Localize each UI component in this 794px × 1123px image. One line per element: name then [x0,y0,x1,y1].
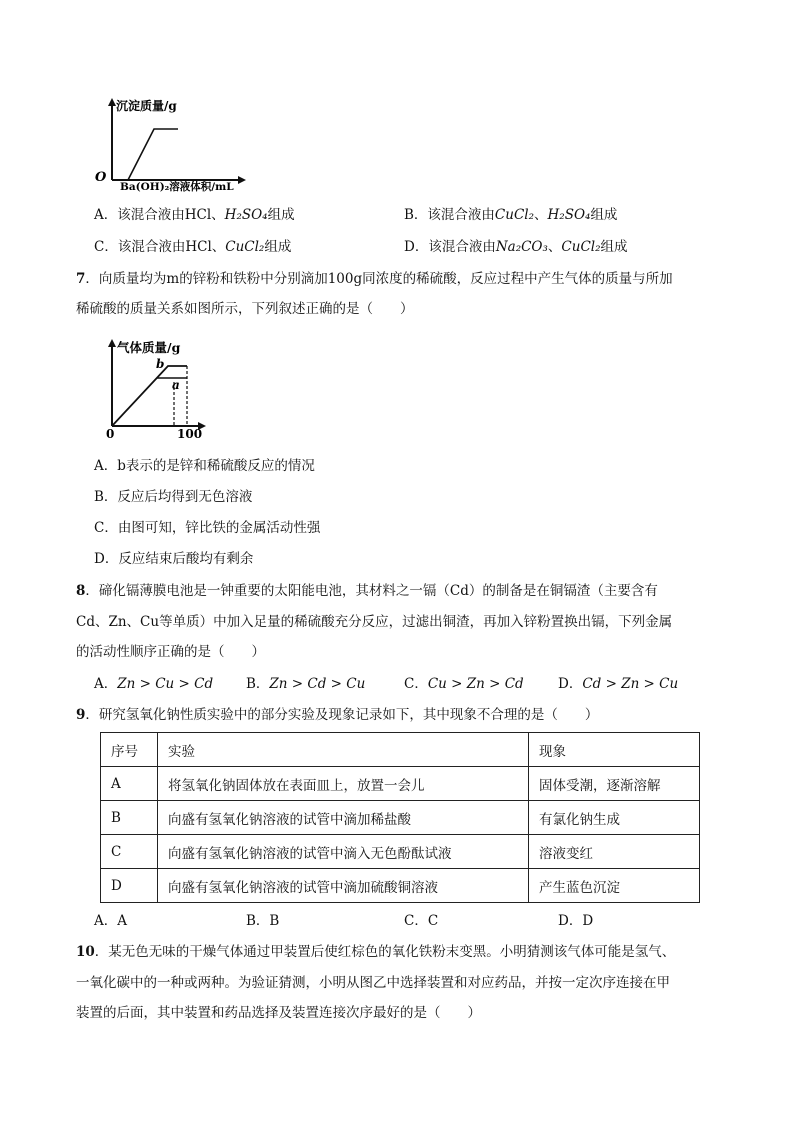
q6-option-b[interactable]: B．该混合液由CuCl₂、H₂SO₄组成 [404,207,618,223]
q8-option-a[interactable]: A．Zn > Cu > Cd [94,676,214,692]
table-row [101,869,700,903]
q8-stem-line2: Cd、Zn、Cu等单质）中加入足量的稀硫酸充分反应，过滤出铜渣，再加入锌粉置换出镉，下列金属 [76,614,673,630]
q9-stem-line1: 9．研究氢氧化钠性质实验中的部分实验及现象记录如下，其中现象不合理的是（ ） [76,707,599,723]
table-cell: C [101,835,158,869]
precipitate-graph [92,94,252,194]
q8-option-c[interactable]: C．Cu > Zn > Cd [404,676,524,692]
table-row [101,767,700,801]
q7-option-b[interactable]: B．反应后均得到无色溶液 [94,489,253,505]
table-cell: 向盛有氢氧化钠溶液的试管中滴入无色酚酞试液 [158,835,529,869]
table-cell: 固体受潮，逐渐溶解 [529,767,700,801]
table-cell: 溶液变红 [529,835,700,869]
q8-option-d[interactable]: D．Cd > Zn > Cu [558,676,679,692]
q10-stem-line3: 装置的后面，其中装置和药品选择及装置连接次序最好的是（ ） [76,1005,481,1021]
graph2-label-b: b [156,357,165,371]
table-row [101,835,700,869]
q8-option-b[interactable]: B．Zn > Cd > Cu [246,676,366,692]
q7-option-a[interactable]: A．b表示的是锌和稀硫酸反应的情况 [94,458,315,474]
graph2-origin: 0 [106,427,115,441]
q6-option-d[interactable]: D．该混合液由Na₂CO₃、CuCl₂组成 [404,239,628,255]
q7-stem-line2: 稀硫酸的质量关系如图所示，下列叙述正确的是（ ） [76,301,414,317]
table-cell: 向盛有氢氧化钠溶液的试管中滴加硫酸铜溶液 [158,869,529,903]
q7-option-d[interactable]: D．反应结束后酸均有剩余 [94,551,254,567]
q6-option-c[interactable]: C．该混合液由HCl、CuCl₂组成 [94,239,292,255]
graph1-ylabel: 沉淀质量/g [116,99,177,113]
header-cell: 实验 [158,733,529,767]
header-cell: 序号 [101,733,158,767]
table-header-row [101,733,700,767]
q9-option-b[interactable]: B．B [246,913,280,929]
q9-option-c[interactable]: C．C [404,913,439,929]
table-cell: A [101,767,158,801]
graph2-ylabel: 气体质量/g [117,340,181,355]
graph2-line-b [112,366,187,426]
q8-stem-line1: 8．碲化镉薄膜电池是一钟重要的太阳能电池，其材料之一镉（Cd）的制备是在铜镉渣（主要含有 [76,583,658,599]
q6-option-a[interactable]: A．该混合液由HCl、H₂SO₄组成 [94,207,295,223]
header-cell: 现象 [529,733,700,767]
experiment-table [100,732,700,903]
table-cell: 将氢氧化钠固体放在表面皿上，放置一会儿 [158,767,529,801]
table-cell: 向盛有氢氧化钠溶液的试管中滴加稀盐酸 [158,801,529,835]
q10-stem-line2: 一氧化碳中的一种或两种。为验证猜测，小明从图乙中选择装置和对应药品，并按一定次序连接在甲 [76,975,670,991]
q7-option-c[interactable]: C．由图可知，锌比铁的金属活动性强 [94,520,321,536]
graph1-x-arrow [238,176,246,184]
q9-option-a[interactable]: A．A [94,913,127,929]
graph2-y-arrow [108,339,116,347]
graph1-y-arrow [108,98,116,106]
table-cell: B [101,801,158,835]
q9-option-d[interactable]: D．D [558,913,594,929]
table-cell: D [101,869,158,903]
q8-stem-line3: 的活动性顺序正确的是（ ） [76,644,265,660]
graph1-origin: O [95,170,107,185]
table-cell: 有氯化钠生成 [529,801,700,835]
table-cell: 产生蓝色沉淀 [529,869,700,903]
graph2-label-a: a [172,378,180,392]
q10-stem-line1: 10．某无色无味的干燥气体通过甲装置后使红棕色的氧化铁粉末变黑。小明猜测该气体可能是氢气、 [76,944,676,960]
graph2-x-tick: 100 [177,427,203,441]
gas-mass-graph [100,334,220,444]
q7-stem-line1: 7．向质量均为m的锌粉和铁粉中分别滴加100g同浓度的稀硫酸，反应过程中产生气体的质量与所加 [76,271,673,287]
graph1-curve [128,129,178,180]
graph1-xlabel: Ba(OH)₂溶液体积/mL [120,181,234,193]
table-row [101,801,700,835]
